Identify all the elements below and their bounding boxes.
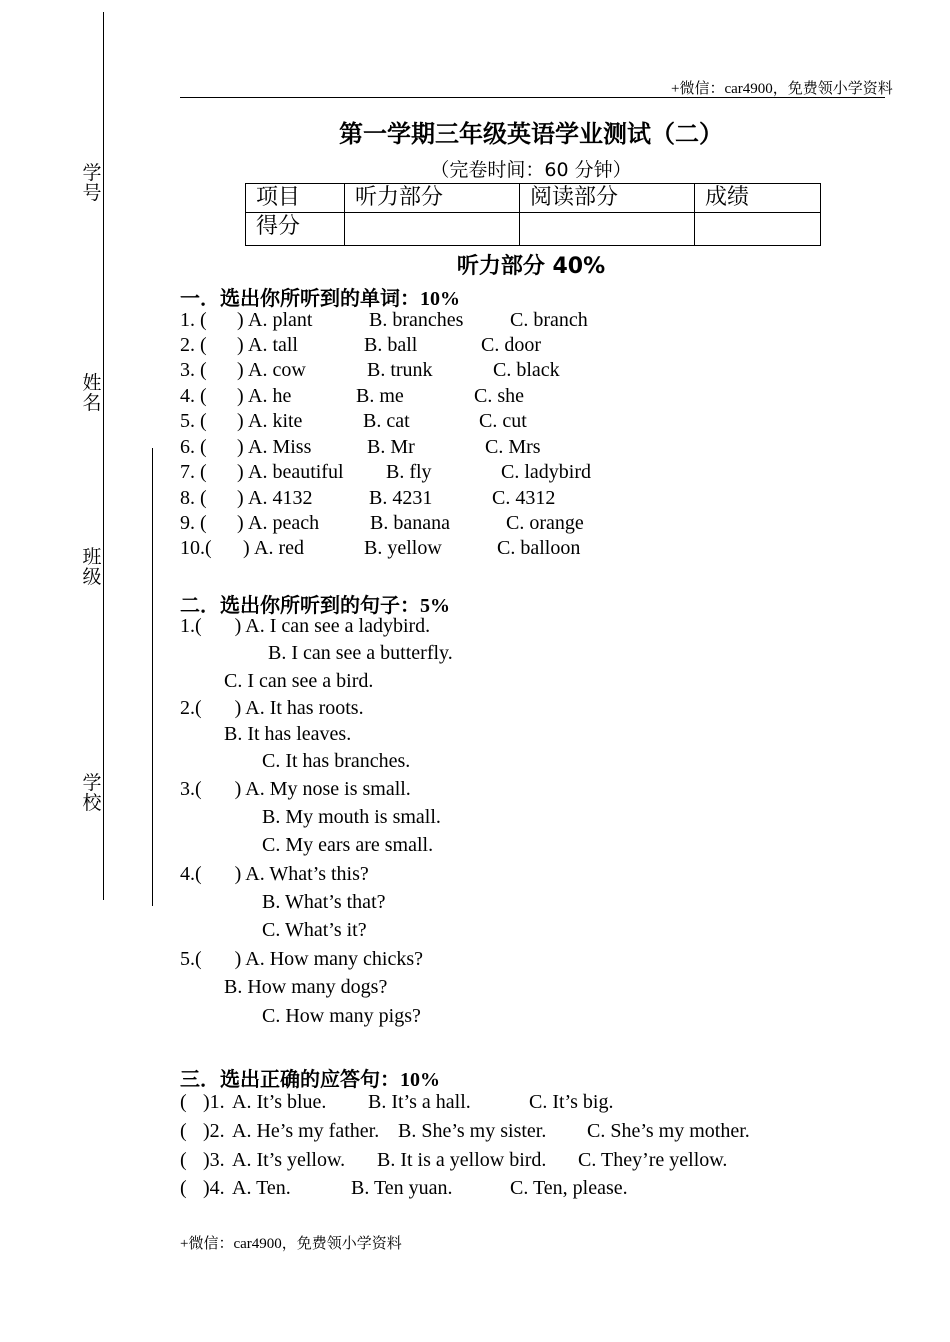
option-c: C. Ten, please.	[510, 1177, 628, 1199]
opening-paren: (	[180, 1091, 187, 1113]
answer-blank[interactable]	[212, 308, 234, 332]
answer-blank[interactable]	[212, 409, 234, 433]
closing-paren: )	[237, 410, 244, 432]
s2-q5-c: C. How many pigs?	[262, 1005, 421, 1027]
opening-paren: (	[180, 1120, 187, 1142]
s2-q1-b: B. I can see a butterfly.	[268, 642, 453, 664]
answer-blank[interactable]	[212, 460, 234, 484]
option-b: B. me	[356, 385, 404, 407]
opening-paren: (	[180, 1149, 187, 1171]
option-a: A. red	[254, 537, 304, 559]
question-number: 10.(	[180, 537, 212, 559]
score-table-header-listening: 听力部分	[345, 184, 520, 213]
closing-paren: )	[237, 487, 244, 509]
answer-blank[interactable]	[188, 1119, 202, 1143]
s2-q2-c: C. It has branches.	[262, 750, 411, 772]
part-title: 听力部分 40%	[456, 254, 606, 279]
score-cell-reading[interactable]	[520, 213, 695, 246]
option-b: B. 4231	[369, 487, 433, 509]
closing-paren: )	[237, 334, 244, 356]
question-number: )1.	[203, 1091, 225, 1113]
option-a: A. peach	[248, 512, 320, 534]
option-b: B. Ten yuan.	[351, 1177, 453, 1199]
option-a: A. Ten.	[232, 1177, 291, 1199]
answer-blank[interactable]	[188, 1148, 202, 1172]
option-c: C. orange	[506, 512, 584, 534]
closing-paren: )	[237, 436, 244, 458]
question-number: 6. (	[180, 436, 207, 458]
s2-q3-c: C. My ears are small.	[262, 834, 434, 856]
s2-q4-a: 4.( ) A. What’s this?	[180, 863, 369, 885]
score-cell-listening[interactable]	[345, 213, 520, 246]
opening-paren: (	[180, 1177, 187, 1199]
score-cell-total[interactable]	[695, 213, 821, 246]
option-b: B. ball	[364, 334, 418, 356]
answer-blank[interactable]	[188, 1090, 202, 1114]
score-table-row-label: 得分	[246, 213, 345, 246]
page-title: 第一学期三年级英语学业测试（二）	[339, 120, 723, 148]
question-number: 3. (	[180, 359, 207, 381]
question-number: 8. (	[180, 487, 207, 509]
option-a: A. It’s yellow.	[232, 1149, 346, 1171]
s2-q4-c: C. What’s it?	[262, 919, 367, 941]
question-number: 9. (	[180, 512, 207, 534]
answer-blank[interactable]	[212, 536, 234, 560]
section-1-title: 一．选出你所听到的单词：10%	[180, 286, 460, 310]
section-3-title: 三．选出正确的应答句：10%	[180, 1067, 440, 1091]
option-b: B. trunk	[367, 359, 433, 381]
closing-paren: )	[237, 309, 244, 331]
option-b: B. branches	[369, 309, 464, 331]
option-b: B. banana	[370, 512, 450, 534]
question-number: )2.	[203, 1120, 225, 1142]
answer-blank[interactable]	[212, 358, 234, 382]
answer-blank[interactable]	[212, 333, 234, 357]
option-a: A. He’s my father.	[232, 1120, 380, 1142]
option-c: C. branch	[510, 309, 588, 331]
option-a: A. plant	[248, 309, 313, 331]
option-a: A. 4132	[248, 487, 313, 509]
question-number: 1. (	[180, 309, 207, 331]
section-2-title: 二．选出你所听到的句子：5%	[180, 593, 450, 617]
score-table-header-total: 成绩	[695, 184, 821, 213]
option-c: C. It’s big.	[529, 1091, 614, 1113]
closing-paren: )	[243, 537, 250, 559]
option-a: A. tall	[248, 334, 298, 356]
margin-label-school: 学校	[82, 772, 102, 814]
option-c: C. ladybird	[501, 461, 591, 483]
margin-label-class: 班级	[82, 546, 102, 588]
s2-q4-b: B. What’s that?	[262, 891, 386, 913]
option-a: A. he	[248, 385, 292, 407]
option-a: A. cow	[248, 359, 306, 381]
option-c: C. She’s my mother.	[587, 1120, 750, 1142]
option-c: C. door	[481, 334, 541, 356]
s2-q1-a: 1.( ) A. I can see a ladybird.	[180, 615, 431, 637]
closing-paren: )	[237, 359, 244, 381]
option-c: C. cut	[479, 410, 527, 432]
score-table-header-reading: 阅读部分	[520, 184, 695, 213]
header-rule	[180, 97, 885, 98]
question-number: 2. (	[180, 334, 207, 356]
option-a: A. Miss	[248, 436, 312, 458]
score-table-header-item: 项目	[246, 184, 345, 213]
answer-blank[interactable]	[212, 384, 234, 408]
margin-label-name: 姓名	[82, 372, 102, 414]
option-b: B. It’s a hall.	[368, 1091, 471, 1113]
answer-blank[interactable]	[212, 435, 234, 459]
option-a: A. It’s blue.	[232, 1091, 327, 1113]
option-a: A. kite	[248, 410, 303, 432]
option-b: B. fly	[386, 461, 432, 483]
option-c: C. black	[493, 359, 560, 381]
margin-label-student-id: 学号	[82, 162, 102, 204]
closing-paren: )	[237, 461, 244, 483]
s2-q5-b: B. How many dogs?	[224, 976, 388, 998]
header-note: +微信：car4900，免费领小学资料	[671, 81, 893, 97]
answer-blank[interactable]	[188, 1176, 202, 1200]
answer-blank[interactable]	[212, 511, 234, 535]
option-b: B. Mr	[367, 436, 415, 458]
footer-note: +微信：car4900，免费领小学资料	[180, 1236, 402, 1252]
margin-line-inner	[152, 448, 153, 906]
option-c: C. They’re yellow.	[578, 1149, 728, 1171]
score-table	[245, 183, 821, 246]
option-b: B. yellow	[364, 537, 442, 559]
option-c: C. she	[474, 385, 524, 407]
score-table-score-row	[246, 213, 821, 246]
score-table-header-row	[246, 184, 821, 213]
answer-blank[interactable]	[212, 486, 234, 510]
question-number: )3.	[203, 1149, 225, 1171]
s2-q2-a: 2.( ) A. It has roots.	[180, 697, 364, 719]
option-b: B. cat	[363, 410, 410, 432]
option-c: C. balloon	[497, 537, 581, 559]
closing-paren: )	[237, 385, 244, 407]
question-number: 4. (	[180, 385, 207, 407]
option-b: B. She’s my sister.	[398, 1120, 547, 1142]
question-number: 7. (	[180, 461, 207, 483]
page-subtitle: （完卷时间：60 分钟）	[430, 159, 632, 181]
option-a: A. beautiful	[248, 461, 344, 483]
s2-q1-c: C. I can see a bird.	[224, 670, 374, 692]
option-b: B. It is a yellow bird.	[377, 1149, 547, 1171]
closing-paren: )	[237, 512, 244, 534]
s2-q3-a: 3.( ) A. My nose is small.	[180, 778, 411, 800]
question-number: )4.	[203, 1177, 225, 1199]
s2-q2-b: B. It has leaves.	[224, 723, 352, 745]
option-c: C. Mrs	[485, 436, 541, 458]
s2-q5-a: 5.( ) A. How many chicks?	[180, 948, 423, 970]
s2-q3-b: B. My mouth is small.	[262, 806, 441, 828]
option-c: C. 4312	[492, 487, 556, 509]
question-number: 5. (	[180, 410, 207, 432]
